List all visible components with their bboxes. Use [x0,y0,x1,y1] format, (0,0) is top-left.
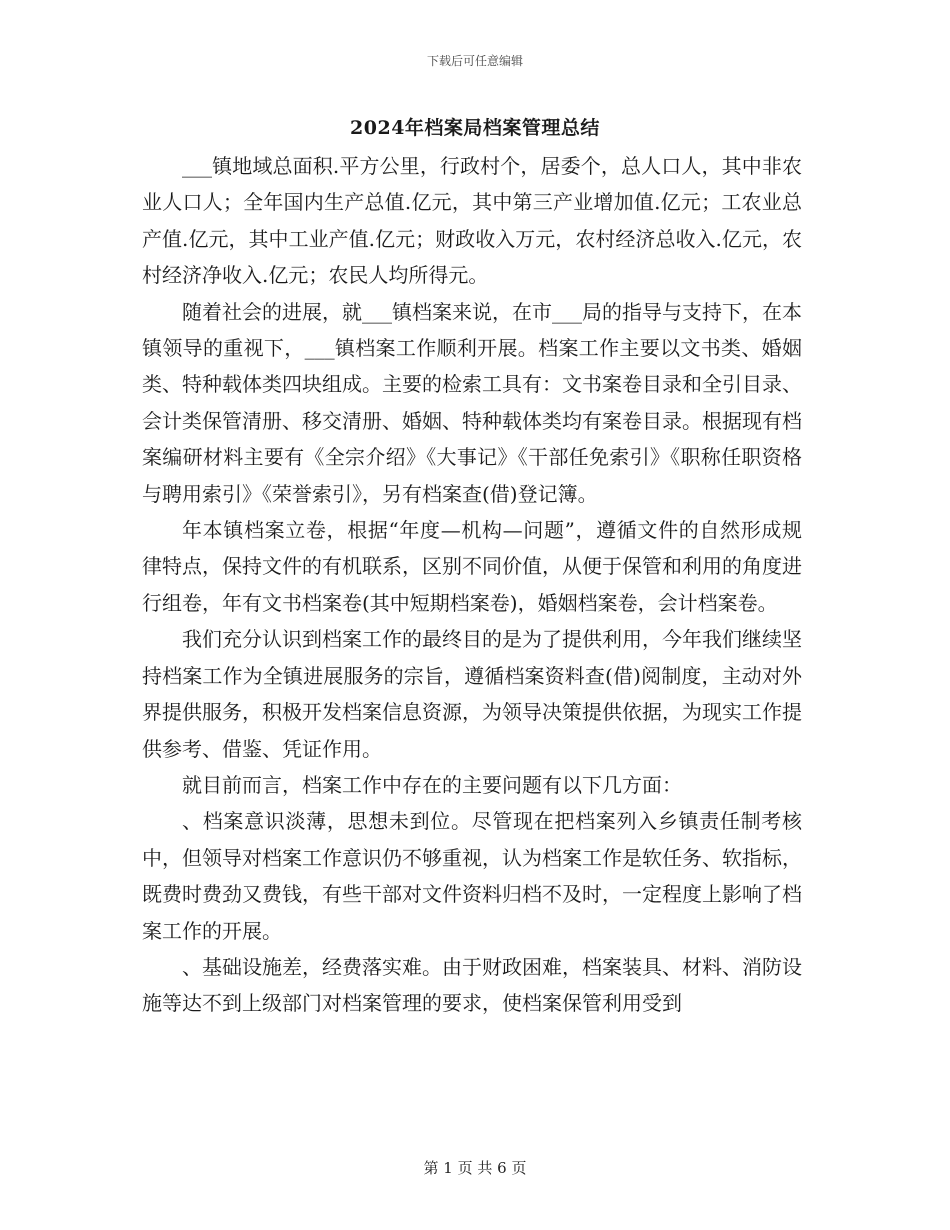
header-note: 下载后可任意编辑 [426,54,523,68]
document-title: 2024年档案局档案管理总结 [350,117,600,139]
paragraph: 、档案意识淡薄，思想未到位。尽管现在把档案列入乡镇责任制考核中，但领导对档案工作意识仍不够重视，认为档案工作是软任务、软指标，既费时费劲又费钱，有些干部对文件资料归档不及时，一定程度上影响了档案工作的开展。 [142,809,802,943]
document-body [142,148,802,1022]
paragraph: 年本镇档案立卷，根据“年度—机构—问题”，遵循文件的自然形成规律特点，保持文件的有机联系，区别不同价值，从便于保管和利用的角度进行组卷，年有文书档案卷(其中短期档案卷)，婚姻档案卷，会计档案卷。 [142,518,802,615]
paragraph: 、基础设施差，经费落实难。由于财政困难，档案装具、材料、消防设施等达不到上级部门对档案管理的要求，使档案保管利用受到 [142,954,802,1016]
paragraph: 我们充分认识到档案工作的最终目的是为了提供利用，今年我们继续坚持档案工作为全镇进展服务的宗旨，遵循档案资料查(借)阅制度，主动对外界提供服务，积极开发档案信息资源，为领导决策提供依据，为现实工作提供参考、借鉴、凭证作用。 [142,627,802,761]
paragraph: 随着社会的进展，就___镇档案来说，在市___局的指导与支持下，在本镇领导的重视下，___镇档案工作顺利开展。档案工作主要以文书类、婚姻类、特种载体类四块组成。主要的检索工具有：文书案卷目录和全引目录、会计类保管清册、移交清册、婚姻、特种载体类均有案卷目录。根据现有档案编研材料主要有《全宗介绍》《大事记》《干部任免索引》《职称任职资格与聘用索引》《荣誉索引》，另有档案查(借)登记簿。 [142,299,802,506]
paragraph: 就目前而言，档案工作中存在的主要问题有以下几方面： [182,772,682,797]
paragraph: ___镇地域总面积.平方公里，行政村个，居委个，总人口人，其中非农业人口人；全年国内生产总值.亿元，其中第三产业增加值.亿元；工农业总产值.亿元，其中工业产值.亿元；财政收入万元，农村经济总收入.亿元，农村经济净收入.亿元；农民人均所得元。 [142,154,802,288]
page-number: 第 1 页 共 6 页 [423,1159,527,1177]
